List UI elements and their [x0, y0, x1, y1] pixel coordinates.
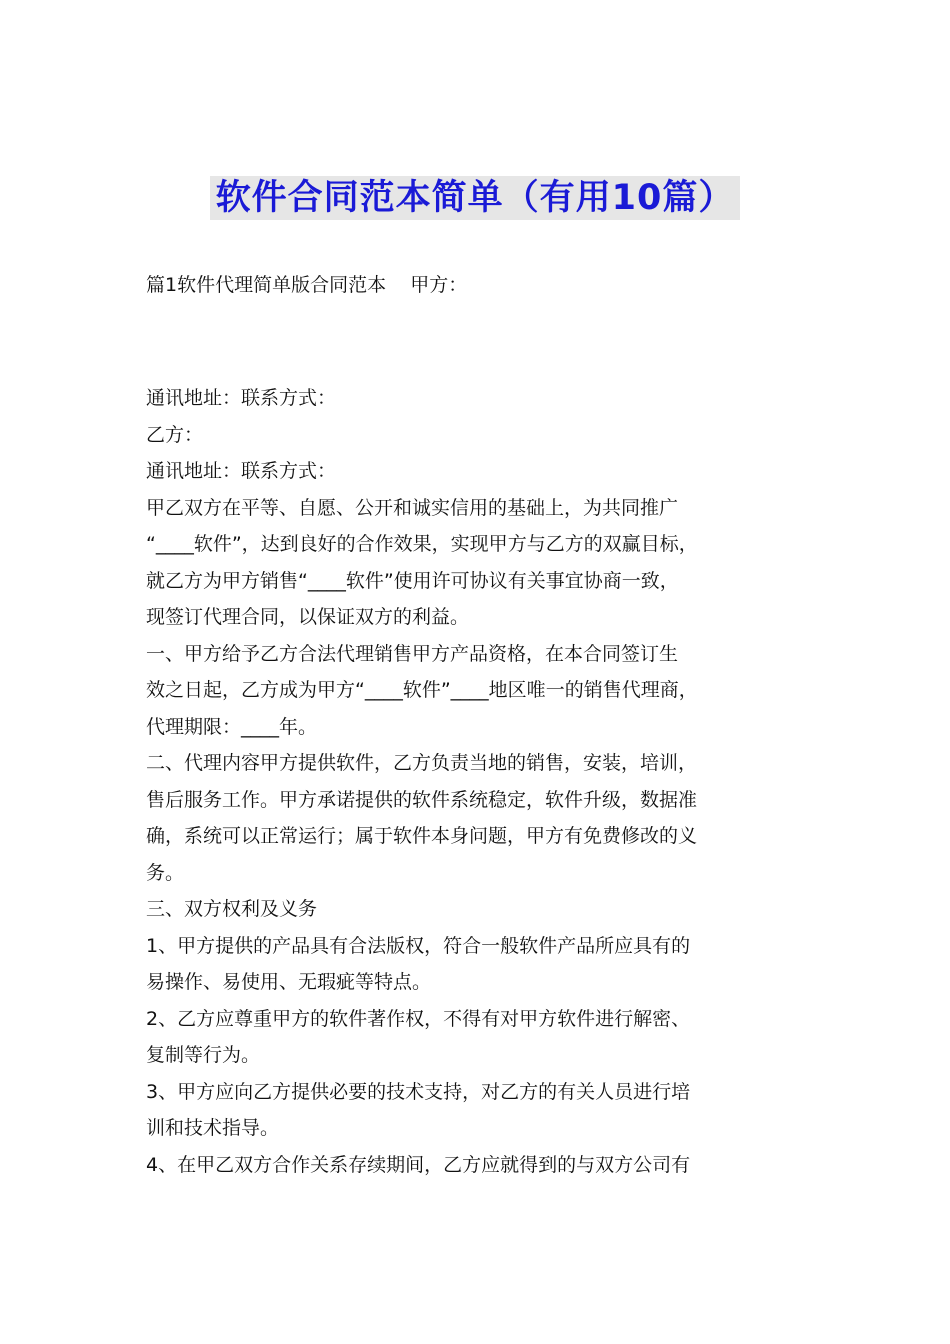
title-container	[0, 176, 950, 220]
paragraph	[146, 417, 826, 454]
paragraph	[146, 745, 826, 891]
paragraph	[146, 453, 826, 490]
paragraph-line: 售后服务工作。甲方承诺提供的软件系统稳定，软件升级，数据准	[146, 788, 698, 811]
paragraph-line: 二、代理内容甲方提供软件，乙方负责当地的销售，安装，培训，	[146, 752, 698, 774]
paragraph-line: 乙方：	[146, 423, 204, 446]
paragraph-line: 1、甲方提供的产品具有合法版权，符合一般软件产品所应具有的	[146, 934, 691, 957]
paragraph-line: 甲乙双方在平等、自愿、公开和诚实信用的基础上，为共同推广	[146, 496, 679, 519]
paragraph	[146, 1001, 826, 1074]
paragraph-line: 三、双方权利及义务	[146, 898, 318, 920]
paragraph	[146, 891, 826, 928]
paragraph-line: 训和技术指导。	[146, 1117, 280, 1139]
paragraph-line: 通讯地址：联系方式：	[146, 387, 337, 409]
paragraph	[146, 928, 826, 1001]
paragraph	[146, 490, 826, 636]
paragraph-line: 4、在甲乙双方合作关系存续期间，乙方应就得到的与双方公司有	[146, 1153, 691, 1176]
paragraph-line: 易操作、易使用、无瑕疵等特点。	[146, 971, 432, 993]
section-heading: 篇1软件代理简单版合同范本 甲方：	[146, 274, 468, 296]
paragraph-line: 效之日起，乙方成为甲方“____软件”____地区唯一的销售代理商，	[146, 679, 698, 701]
paragraph-line: 代理期限：____年。	[146, 715, 318, 738]
paragraph-line: 复制等行为。	[146, 1044, 261, 1066]
paragraph-line: 确，系统可以正常运行；属于软件本身问题，甲方有免费修改的义	[146, 825, 698, 847]
paragraph	[146, 1147, 826, 1184]
paragraph	[146, 636, 826, 746]
paragraph-line: 3、甲方应向乙方提供必要的技术支持，对乙方的有关人员进行培	[146, 1080, 691, 1103]
paragraph-line: 就乙方为甲方销售“____软件”使用许可协议有关事宜协商一致，	[146, 569, 679, 592]
paragraph-line: 现签订代理合同，以保证双方的利益。	[146, 606, 470, 628]
paragraph	[146, 380, 826, 417]
document-body	[146, 380, 826, 1183]
document-title: 软件合同范本简单（有用10篇）	[210, 176, 741, 220]
paragraph-line: 一、甲方给予乙方合法代理销售甲方产品资格，在本合同签订生	[146, 642, 679, 665]
paragraph-line: 务。	[146, 861, 185, 884]
paragraph-line: 2、乙方应尊重甲方的软件著作权，不得有对甲方软件进行解密、	[146, 1007, 691, 1030]
paragraph-line: “____软件”，达到良好的合作效果，实现甲方与乙方的双赢目标，	[146, 533, 698, 555]
paragraph-line: 通讯地址：联系方式：	[146, 460, 337, 482]
paragraph	[146, 1074, 826, 1147]
